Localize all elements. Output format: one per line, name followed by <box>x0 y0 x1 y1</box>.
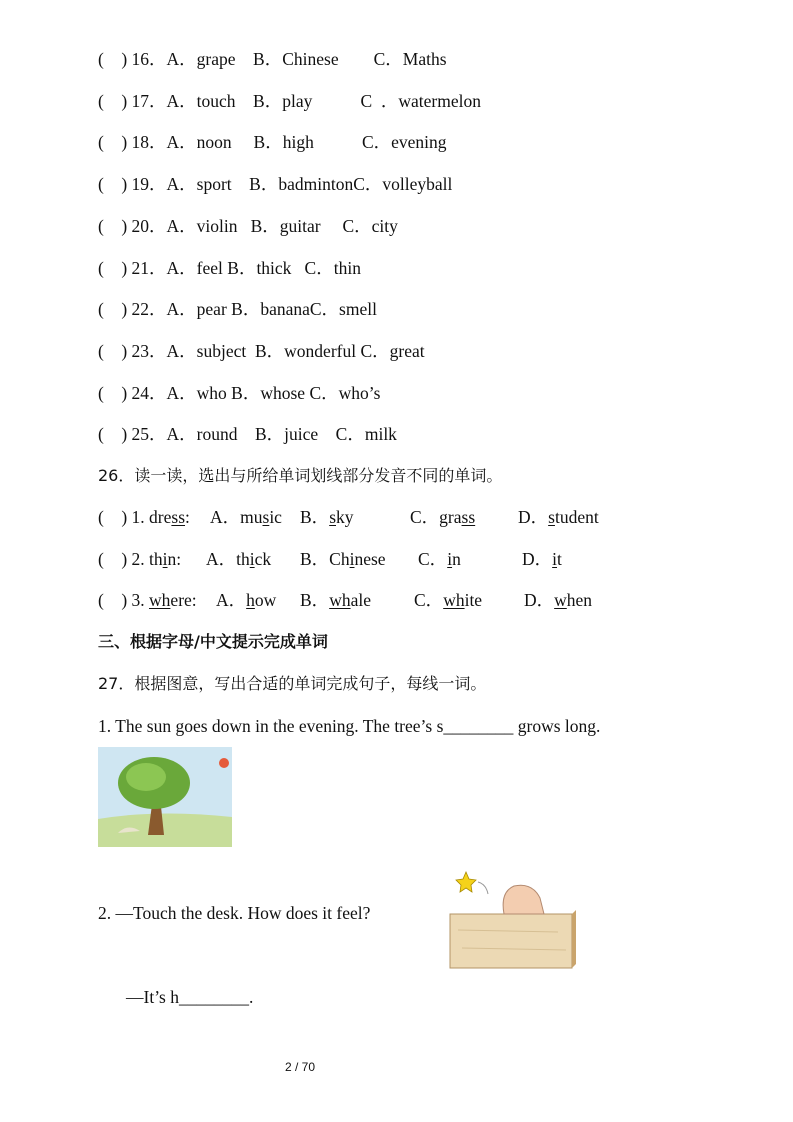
q26-option <box>300 548 386 570</box>
text: ky <box>336 507 354 527</box>
q27-sentence-2: 2. —Touch the desk. How does it feel? <box>98 903 371 923</box>
mcq-question: ( ) 25．A．round B．juice C．milk <box>98 424 397 445</box>
text: C．gra <box>410 507 462 527</box>
underlined-letters: wh <box>443 590 465 611</box>
underlined-letters: i <box>447 548 453 569</box>
mcq-question: ( ) 24．A．who B．whose C．who’s <box>98 382 381 403</box>
text: ( ) 1. dre <box>98 507 172 527</box>
underlined-letters: i <box>249 548 255 569</box>
text: t <box>557 548 562 569</box>
page-number: 2 / 70 <box>284 1060 316 1074</box>
q26-item-stem <box>98 506 190 528</box>
q26-option <box>210 506 282 528</box>
q26-option <box>300 589 371 611</box>
mcq-question: ( ) 18．A．noon B．high C．evening <box>98 132 447 153</box>
mcq-question: ( ) 19．A．sport B．badmintonC．volleyball <box>98 174 453 195</box>
text: D． <box>518 507 549 527</box>
underlined-letters: s <box>329 507 336 527</box>
q26-option <box>524 589 592 611</box>
text: n: <box>167 548 182 569</box>
underlined-letters: ss <box>461 507 476 527</box>
q27-answer-line: —It’s h________. <box>126 987 254 1007</box>
text: : <box>185 507 190 527</box>
text: hen <box>566 590 593 611</box>
underlined-letters: w <box>554 590 567 611</box>
q27-title: 27．根据图意，写出合适的单词完成句子，每线一词。 <box>98 674 487 693</box>
text: C． <box>414 590 444 611</box>
text: ic <box>269 507 282 527</box>
underlined-letters: ss <box>171 507 186 527</box>
text: A． <box>216 590 247 611</box>
underlined-letters: h <box>246 590 255 611</box>
tree-sunset-image <box>98 747 232 847</box>
text: nese <box>354 548 386 569</box>
underlined-letters: wh <box>329 590 351 611</box>
text: ere: <box>170 590 197 611</box>
text: ck <box>254 548 272 569</box>
text: B．Ch <box>300 548 350 569</box>
q27-sentence-1: 1. The sun goes down in the evening. The tree’s s________ grows long. <box>98 716 601 736</box>
text: A．th <box>206 548 250 569</box>
q26-option <box>418 548 461 570</box>
text: tudent <box>554 507 599 527</box>
text: D． <box>524 590 555 611</box>
underlined-letters: s <box>262 507 270 527</box>
q26-option <box>518 506 599 528</box>
mcq-question: ( ) 23．A．subject B．wonderful C．great <box>98 340 425 361</box>
text: ite <box>464 590 483 611</box>
underlined-letters: wh <box>149 590 171 611</box>
text: n <box>452 548 461 569</box>
text: B． <box>300 590 330 611</box>
mcq-question: ( ) 21．A．feel B．thick C．thin <box>98 257 361 278</box>
underlined-letters: i <box>349 548 355 569</box>
text: ( ) 3. <box>98 590 150 611</box>
q26-option <box>410 506 475 528</box>
q26-item-stem <box>98 589 197 611</box>
q26-option <box>414 589 482 611</box>
text: D． <box>522 548 553 569</box>
text: ale <box>350 590 371 611</box>
touch-desk-image <box>448 870 578 970</box>
mcq-question: ( ) 20．A．violin B．guitar C．city <box>98 215 398 236</box>
text: ( ) 2. th <box>98 548 163 569</box>
underlined-letters: s <box>548 507 555 527</box>
q26-option <box>300 506 354 528</box>
q26-option <box>206 548 271 570</box>
q26-option <box>216 589 276 611</box>
mcq-question: ( ) 17．A．touch B．play C ．watermelon <box>98 90 482 111</box>
underlined-letters: i <box>162 548 168 569</box>
text: ow <box>254 590 277 611</box>
text: C． <box>418 548 448 569</box>
mcq-question: ( ) 16．A．grape B．Chinese C．Maths <box>98 49 447 69</box>
text: A．mu <box>210 507 263 527</box>
q26-item-stem <box>98 548 181 570</box>
q26-title: 26．读一读，选出与所给单词划线部分发音不同的单词。 <box>98 466 503 485</box>
text: B． <box>300 507 330 527</box>
underlined-letters: i <box>552 548 558 569</box>
section-heading: 三、根据字母/中文提示完成单词 <box>98 632 328 651</box>
q26-option <box>522 548 562 570</box>
mcq-question: ( ) 22．A．pear B．bananaC．smell <box>98 299 377 320</box>
